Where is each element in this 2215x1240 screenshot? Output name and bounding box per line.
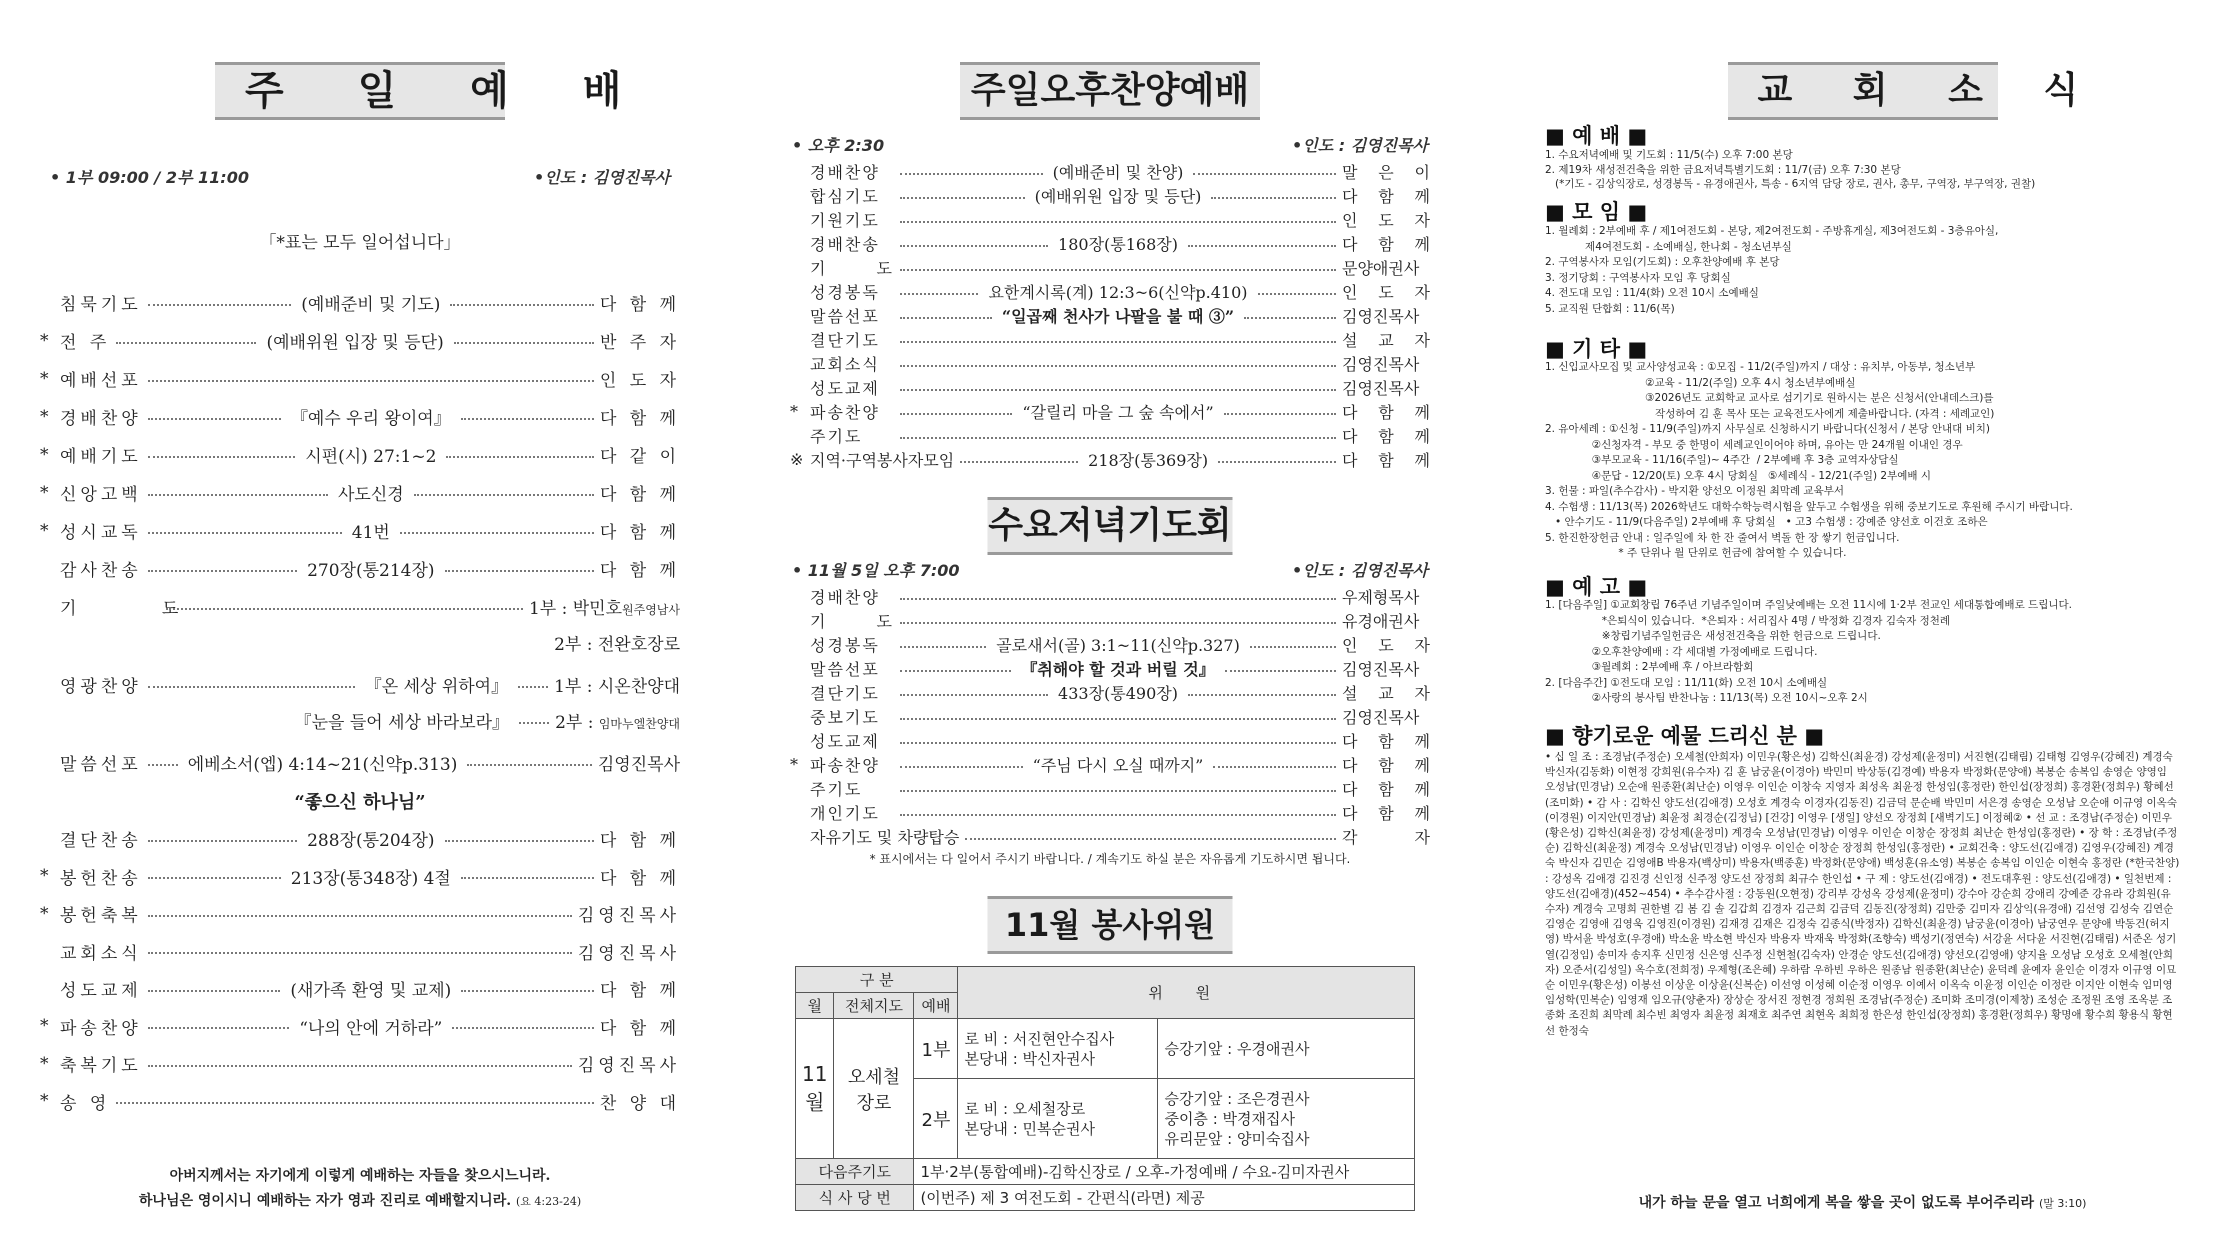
news-line: 5. 한진한장헌금 안내 : 일주일에 차 한 잔 줄여서 벽돌 한 장 쌓기 헌금입니다.: [1545, 531, 1900, 544]
order-row: [40, 480, 680, 505]
order-detail: 270장(통214장): [307, 561, 435, 581]
table-header-leader: 전체지도: [834, 993, 914, 1019]
afternoon-worship-title: 주일오후찬양예배: [960, 62, 1260, 120]
order-row: [790, 777, 1430, 800]
order-row: [790, 376, 1430, 399]
order-person: 김영진목사: [1342, 379, 1420, 398]
standing-mark: ※: [790, 450, 804, 469]
order-row: [790, 208, 1430, 231]
order-row: [790, 400, 1430, 423]
order-detail: 180장(통168장): [1058, 235, 1178, 254]
next-prayer-value: 1부·2부(통합예배)-김학신장로 / 오후-가정예배 / 수요-김미자권사: [914, 1159, 1415, 1185]
standing-mark: *: [40, 406, 49, 427]
table-cell-leader: 오세철 장로: [834, 1019, 914, 1159]
order-person: 말 은 이: [1342, 163, 1431, 182]
order-person: 다 함 께: [1342, 187, 1431, 206]
order-name: 성도교제: [810, 379, 880, 398]
sunday-worship-title: 주 일 예 배: [215, 62, 505, 120]
afternoon-worship-info: [790, 133, 1430, 156]
order-person: 다 함 께: [599, 561, 680, 581]
order-person: 다 함 께: [1342, 451, 1431, 470]
standing-mark: *: [790, 755, 798, 774]
order-person: 다 함 께: [599, 1018, 680, 1039]
order-detail: 218장(통369장): [1088, 451, 1209, 470]
news-line: 2. 유아세례 : ①신청 - 11/9(주일)까지 사무실로 신청하시기 바랍니다(신청서 / 본당 안내대 비치): [1545, 423, 1991, 435]
standing-mark: *: [790, 402, 798, 421]
afternoon-time: • 오후 2:30: [792, 136, 885, 155]
news-line: ③부모교육 - 11/16(주일)~ 4주간 / 2부예배 후 3층 교역자상담실: [1545, 454, 1899, 466]
order-name: 성경봉독: [810, 283, 880, 302]
order-name: 성도교제: [60, 981, 142, 1001]
meal-duty-value: (이번주) 제 3 여전도회 - 간편식(라면) 제공: [914, 1185, 1415, 1211]
section-meeting-heading: ■ 모 임 ■: [1545, 200, 1648, 224]
order-person: 인 도 자: [1342, 283, 1430, 302]
order-person: 인 도 자: [1342, 211, 1430, 230]
table-cell-service-1: 1부: [914, 1019, 958, 1079]
news-line: 2. [다음주간] ①전도대 모임 : 11/11(화) 오전 10시 소예배실: [1545, 676, 1828, 689]
order-row-sermon: [40, 750, 680, 775]
order-detail: 에베소서(엡) 4:14~21(신약p.313): [187, 755, 458, 775]
volunteers-title: 11월 봉사위원: [988, 896, 1233, 954]
standing-mark: *: [40, 520, 49, 541]
order-person: 문양애권사: [1342, 259, 1420, 278]
order-person: 설 교 자: [1342, 331, 1430, 350]
order-name: 신앙고백: [60, 485, 142, 505]
order-detail: 사도신경: [337, 485, 404, 505]
church-news-column: [1545, 0, 2180, 1240]
order-name: 주기도: [810, 780, 863, 799]
order-name: 기원기도: [810, 211, 880, 230]
order-name: 성도교제: [810, 732, 880, 751]
order-row: [790, 801, 1430, 824]
order-row: [40, 939, 680, 964]
section-etc-heading: ■ 기 타 ■: [1545, 337, 1648, 361]
order-name: 경배찬양: [810, 163, 880, 182]
order-row: [790, 585, 1430, 608]
order-person: 유경애권사: [1342, 612, 1420, 631]
order-person: 다 같 이: [599, 447, 681, 467]
order-row: [790, 304, 1430, 327]
order-name: 지역·구역봉사자모임: [810, 451, 955, 470]
standing-mark: *: [40, 1091, 49, 1111]
news-line: 2. 제19차 새성전건축을 위한 금요저녁특별기도회 : 11/7(금) 오후 7:30 본당: [1545, 163, 1901, 176]
table-header-group: 구 분: [796, 967, 958, 993]
scripture-line-2: 하나님은 영이시니 예배하는 자가 영과 진리로 예배할지니라. (요 4:23-24): [138, 1193, 582, 1209]
order-name: 결단기도: [810, 331, 880, 350]
order-person: 다 함 께: [1342, 732, 1430, 751]
scripture-line-1: 아버지께서는 자기에게 이렇게 예배하는 자들을 찾으시느니라.: [169, 1168, 551, 1184]
news-line: 3. 정기당회 : 구역봉사자 모임 후 당회실: [1545, 271, 1731, 284]
order-name: 성경봉독: [810, 636, 880, 655]
order-person: 반 주 자: [599, 333, 681, 353]
order-person: 2부 : 전완호장로: [554, 635, 680, 655]
news-line: ②교육 - 11/2(주일) 오후 4시 청소년부예배실: [1545, 376, 1856, 389]
order-person: 김영진목사: [577, 1056, 680, 1076]
standing-mark: *: [40, 482, 49, 503]
order-row: [40, 442, 680, 467]
order-name: 주기도: [810, 427, 863, 446]
order-detail: (예배준비 및 기도): [301, 295, 441, 315]
order-name: 기 도: [810, 259, 894, 278]
order-person: 다 함 께: [599, 868, 681, 889]
order-person: 다 함 께: [599, 485, 681, 505]
order-person: 인 도 자: [1342, 636, 1431, 655]
order-person: 김영진목사: [597, 755, 680, 775]
order-row: [40, 1014, 680, 1039]
order-row: [790, 160, 1430, 183]
section-offering-heading: ■ 향기로운 예물 드리신 분 ■: [1545, 724, 1825, 748]
sermon-title: “좋으신 하나님”: [294, 792, 426, 813]
order-name: 성시교독: [60, 523, 142, 543]
order-detail: 41번: [351, 523, 390, 543]
news-line: 4. 수험생 : 11/13(목) 2026학년도 대학수학능력시험을 앞두고 수험생을 위해 중보기도로 후원해 주시기 바랍니다.: [1545, 500, 2073, 513]
section-worship-heading: ■ 예 배 ■: [1545, 124, 1648, 148]
order-name: 전 주: [60, 333, 111, 353]
order-name: 말씀선포: [60, 755, 142, 775]
order-person: 김영진목사: [1342, 708, 1420, 727]
order-row: [790, 825, 1430, 848]
order-name: 교회소식: [60, 943, 142, 964]
news-line: 1. [다음주일] ①교회창립 76주년 기념주일이며 주일낮예배는 오전 11시에 1·2부 전교인 세대통합예배로 드립니다.: [1545, 599, 2072, 611]
order-person: 김영진목사: [577, 943, 680, 964]
table-header-members: 위 원: [958, 967, 1415, 1019]
order-person: 각 자: [1342, 828, 1430, 847]
news-line: 3. 헌물 : 파일(추수감사) - 박지환 양선오 이정원 최막례 교육부서: [1545, 485, 1845, 497]
order-person: 다 함 께: [1342, 780, 1430, 799]
order-detail: (예배위원 입장 및 등단): [266, 333, 444, 353]
order-name: 파송찬양: [810, 403, 880, 422]
standing-mark: *: [40, 330, 49, 351]
standing-mark: *: [40, 903, 49, 924]
news-line: * 주 단위나 월 단위로 헌금에 참여할 수 있습니다.: [1545, 547, 1847, 559]
order-row-prayer-2: [40, 630, 680, 655]
section-notice-heading: ■ 예 고 ■: [1545, 575, 1648, 599]
order-person: 1부 : 시온찬양대: [554, 677, 680, 697]
table-cell-members-2a: 로 비 : 오세철장로 본당내 : 민복순권사: [958, 1079, 1158, 1159]
table-cell-members-2b: 승강기앞 : 조은경권사 중이층 : 박경재집사 유리문앞 : 양미숙집사: [1158, 1079, 1415, 1159]
news-line: ④문답 - 12/20(토) 오후 4시 당회실 ⑤세례식 - 12/21(주일) 2부예배 시: [1545, 469, 1932, 482]
order-row: [40, 518, 680, 543]
table-cell-month: 11월: [796, 1019, 834, 1159]
standing-mark: *: [40, 1016, 49, 1036]
order-name: 교회소식: [810, 355, 880, 374]
order-name: 송 영: [60, 1093, 111, 1114]
order-name: 경배찬양: [60, 409, 142, 429]
order-name: 경배찬양: [810, 588, 880, 607]
order-detail: 시편(시) 27:1~2: [305, 447, 437, 467]
order-name: 기 도: [810, 612, 894, 631]
order-row: [790, 280, 1430, 303]
order-detail: 『온 세상 위하여』: [364, 677, 509, 697]
table-cell-members-1b: 승강기앞 : 우경애권사: [1158, 1019, 1415, 1079]
order-row: [790, 232, 1430, 255]
order-name: 말씀선포: [810, 307, 880, 326]
sunday-worship-column: [40, 0, 680, 1240]
order-person: 우제형목사: [1342, 588, 1420, 607]
news-line: 5. 교직원 단합회 : 11/6(목): [1545, 302, 1675, 315]
order-row: [790, 609, 1430, 632]
standing-mark: *: [40, 866, 49, 886]
order-detail: 『예수 우리 왕이여』: [290, 409, 451, 429]
worship-time: • 1부 09:00 / 2부 11:00: [50, 168, 249, 187]
order-detail: “주님 다시 오실 때까지”: [1032, 756, 1204, 775]
wednesday-leader: •인도 : 김영진목사: [1292, 561, 1428, 580]
order-person: 다 함 께: [1342, 804, 1430, 823]
order-row-praise-2: [40, 708, 680, 733]
news-line: *은퇴식이 있습니다. *은퇴자 : 서리집사 4명 / 박정화 김경자 김숙자 정천례: [1545, 614, 1951, 627]
order-person: 1부 : 박민호원주영남사: [528, 599, 680, 619]
order-name: 기 도: [60, 599, 219, 619]
order-row: [40, 556, 680, 581]
order-row: [40, 864, 680, 889]
standing-mark: *: [40, 368, 49, 389]
sunday-worship-info: [40, 165, 680, 188]
order-person: 다 함 께: [1342, 427, 1430, 446]
news-line: 1. 수요저녁예배 및 기도회 : 11/5(수) 오후 7:00 본당: [1545, 149, 1793, 161]
order-name: 결단찬송: [60, 831, 142, 851]
wednesday-note: * 표시에서는 다 일어서 주시기 바랍니다. / 계속기도 하실 분은 자유롭게 기도하시면 됩니다.: [869, 852, 1351, 866]
order-row: [790, 424, 1430, 447]
news-line: ※창립기념주일헌금은 새성전건축을 위한 헌금으로 드립니다.: [1545, 630, 1881, 642]
order-name: 침묵기도: [60, 295, 142, 315]
standing-note: 「*표는 모두 일어섭니다」: [259, 233, 461, 253]
order-name: 경배찬송: [810, 235, 880, 254]
order-detail: 골로새서(골) 3:1~11(신약p.327): [996, 636, 1240, 655]
order-person: 설 교 자: [1342, 684, 1430, 703]
order-row: [790, 681, 1430, 704]
order-row: [790, 184, 1430, 207]
order-row: [40, 826, 680, 851]
order-detail: “갈릴리 마을 그 숲 속에서”: [1022, 403, 1214, 422]
standing-mark: *: [40, 1053, 49, 1074]
order-person: 찬 양 대: [599, 1093, 680, 1114]
order-detail: 433장(통490장): [1058, 684, 1178, 703]
order-name: 말씀선포: [810, 660, 880, 679]
order-detail: 『취해야 할 것과 버릴 것』: [1021, 660, 1215, 679]
order-name: 결단기도: [810, 684, 880, 703]
order-row: [790, 448, 1430, 471]
order-name: 봉헌축복: [60, 906, 142, 926]
order-person: 김영진목사: [1342, 660, 1420, 679]
order-person: 다 함 께: [599, 523, 680, 543]
order-row: [40, 901, 680, 926]
order-row: [40, 290, 680, 315]
order-person: 다 함 께: [599, 981, 681, 1001]
standing-mark: *: [40, 444, 49, 465]
order-detail: (예배위원 입장 및 등단): [1034, 187, 1202, 206]
news-line: 1. 신입교사모집 및 교사양성교육 : ①모집 - 11/2(주일)까지 / 대상 : 유치부, 아동부, 청소년부: [1545, 361, 1976, 373]
order-name: 합심기도: [810, 187, 880, 206]
table-header-service: 예배: [914, 993, 958, 1019]
order-row: [790, 705, 1430, 728]
wednesday-prayer-title: 수요저녁기도회: [988, 497, 1233, 555]
news-line: ③월례회 : 2부예배 후 / 아브라함회: [1545, 661, 1754, 673]
wednesday-info: [790, 558, 1430, 581]
order-person: 다 함 께: [599, 831, 680, 851]
order-row: [40, 404, 680, 429]
order-detail: (예배준비 및 찬양): [1052, 163, 1184, 182]
table-header-month: 월: [796, 993, 834, 1019]
meal-duty-label: 식 사 당 번: [796, 1185, 914, 1211]
order-row: [790, 657, 1430, 680]
order-row: [790, 328, 1430, 351]
order-detail: 『눈을 들어 세상 바라보라』: [294, 713, 510, 733]
order-row: [790, 352, 1430, 375]
order-detail: “나의 안에 거하라”: [299, 1018, 443, 1039]
order-row: [40, 328, 680, 353]
order-row-prayer: [40, 594, 680, 619]
order-row: [790, 633, 1430, 656]
news-line: 1. 월례회 : 2부예배 후 / 제1여전도회 - 본당, 제2여전도회 - 주방휴게실, 제3여전도회 - 3층유아실,: [1545, 225, 1999, 237]
news-line: (*기도 - 김상익장로, 성경봉독 - 유경애권사, 특송 - 6지역 담당 장로, 권사, 총무, 구역장, 부구역장, 권찰): [1545, 178, 2036, 190]
news-line: ②오후찬양예배 : 각 세대별 가정예배로 드립니다.: [1545, 645, 1818, 658]
order-name: 축복기도: [60, 1056, 142, 1076]
order-person: 인 도 자: [599, 371, 680, 391]
order-person: 김영진목사: [1342, 355, 1420, 374]
news-line: 작성하여 김 훈 목사 또는 교육전도사에게 제출바랍니다. (자격 : 세례교인): [1545, 407, 1995, 420]
order-name: 파송찬양: [60, 1018, 142, 1039]
next-prayer-label: 다음주기도: [796, 1159, 914, 1185]
order-person: 다 함 께: [599, 295, 680, 315]
worship-leader: •인도 : 김영진목사: [534, 168, 670, 187]
order-row: [790, 729, 1430, 752]
order-name: 자유기도 및 차량탑승: [810, 828, 960, 847]
order-row-praise: [40, 672, 680, 697]
order-detail: 288장(통204장): [307, 831, 435, 851]
table-cell-service-2: 2부: [914, 1079, 958, 1159]
news-line: ③2026년도 교회학교 교사로 섬기기로 원하시는 분은 신청서(안내데스크)를: [1545, 392, 1994, 404]
order-name: 예배선포: [60, 371, 142, 391]
order-row: [790, 256, 1430, 279]
order-name: 예배기도: [60, 447, 142, 467]
order-row: [40, 1051, 680, 1076]
wednesday-time: • 11월 5일 오후 7:00: [792, 561, 960, 580]
order-name: 봉헌찬송: [60, 868, 142, 889]
order-detail: “일곱째 천사가 나팔을 불 때 ③”: [1001, 307, 1235, 326]
news-line: ②사랑의 봉사팀 반찬나눔 : 11/13(목) 오전 10시~오후 2시: [1545, 692, 1868, 704]
order-person: 다 함 께: [1342, 756, 1431, 775]
order-person: 다 함 께: [1342, 235, 1430, 254]
order-row: [40, 366, 680, 391]
order-detail: (새가족 환영 및 교제): [290, 981, 452, 1001]
order-row: [790, 753, 1430, 776]
order-name: 감사찬송: [60, 561, 142, 581]
order-name: 중보기도: [810, 708, 880, 727]
church-news-title: 교 회 소 식: [1728, 62, 1998, 120]
afternoon-worship-column: [790, 0, 1430, 1240]
news-line: ②신청자격 - 부모 중 한명이 세례교인이어야 하며, 유아는 만 24개월 이내인 경우: [1545, 438, 1963, 451]
table-cell-members-1a: 로 비 : 서진현안수집사 본당내 : 박신자권사: [958, 1019, 1158, 1079]
order-name: 영광찬양: [60, 677, 142, 697]
news-line: 2. 구역봉사자 모임(기도회) : 오후찬양예배 후 본당: [1545, 256, 1780, 268]
order-name: 개인기도: [810, 804, 880, 823]
offering-names: • 십 일 조 : 조경남(주정순) 오세철(안희자) 이민우(황은성) 김학신(최윤경) 강성제(윤정미) 서진현(김태림) 김태형 김영우(강혜진) 계경숙 박신자(김동화) 이현정 강희원(유수자) 김 훈 남궁윤(이경아) 박민미 박상동(김경예) 박용자 박정화(문양애) 복봉순 송복임 송영순 양영임 오성남(민경남) 오순애 원종환(최난순) 이영우 이인순 이창숙 지영자 최성옥 최윤정 한성임(홍정란) 한인섭(장정희) 홍경환(정희우) 황혜선(조미화) • 감 사 : 김학신 양도선(김애경) 오성호 계경숙 이경자(김동진) 김금덕 문순배 박민미 서은경 송영순 오성남 오순애 이규영 이옥숙(이경원) 이지안(민경남) 최윤정 최경순(김정님) [건강] 이영우 [생일] 양선오 장정희 [새벽기도] 이정혜② • 선 교 : 조경남(주정순) 이민우(황은성) 김학신(최윤정) 강성제(윤정미) 계경숙 오성남(민경남) 이영우 이인순 이창순 장정희 최난순 한성임(홍정란) • 장 학 : 조경남(주정순) 김학신(최윤정) 계경숙 오성남(민경남) 이영우 이인순 이창순 장정희 한성임(홍정란) • 교회건축 : 양도선(김애경) 김영우(강혜진) 계경숙 박신자 김민순 김영애B 박용자(백상미) 박용자(백종훈) 박정화(문양애) 백성훈(유소영) 복봉순 송복임 이인순 이현숙 홍정란 (*한국찬양) : 강성옥 김애경 김진경 신인정 신주정 양도선 장정희 최규수 한인섭 • 구 제 : 양도선(김애경) • 전도대후원 : 양도선(김애경) • 일천번제 : 양도선(김애경)(452~454) • 추수감사절 : 강동원(오현정) 강리부 강성옥 강성제(윤정미) 강수아 강순희 강애리 강예준 강유라 강희원(유수자) 계경숙 고명희 권한별 김 봄 김 솔 김갑희 김경자 김근희 김금덕 김동진(장정희) 김만중 김미자 김상익(유경애) 김선영 김성숙 김연순 김영순 김영애 김영욱 김영진(이경원) 김재경 김재은 김정숙 김종식(박정자) 김학신(최윤경) 남궁윤(이경아) 남궁연우 문양애 박동건(허지영) 박서윤 박성호(우경애) 박소윤 박소현 박신자 박용자 박재욱 박정화(조향숙) 백성기(정연숙) 서강윤 서다윤 서진현(김태림) 서준온 성기열(김정임) 송미자 송지후 신민정 신은영 신주정 신현철(김숙자) 안경순 양도선(김애경) 양선오(김영애) 양지율 오성남 오성호 오세철(안희자) 오준서(김성일) 옥수호(전희정) 우제형(조은혜) 우하람 우하빈 우하은 원종남 원종환(최난순) 윤덕례 윤예자 윤인순 이경자 이규영 이묘순 이민우(황은성) 이봉선 이상운 이상윤(신복순) 이선영 이성혜 이순정 이영우 이예서 이옥숙 이윤정 이인순 이정란 이지안 이현숙 임미영 임성학(민복순) 임영재 임오규(양춘자) 장상순 장서진 정현경 정희원 조경남(주정순) 조미화 조미경(이제창) 조성순 조정원 조영 조옥분 조종화 조진희 최막례 최수빈 최영자 최윤정 최재호 최주연 최현옥 최희정 한은성 한인섭(장정희) 홍경환(정희우) 황명애 황수희 황용식 황현선 한정숙: [1545, 751, 2180, 1037]
order-person: 다 함 께: [599, 409, 681, 429]
order-name: 파송찬양: [810, 756, 880, 775]
news-line: 4. 전도대 모임 : 11/4(화) 오전 10시 소예배실: [1545, 287, 1759, 299]
order-detail: 요한계시록(계) 12:3~6(신약p.410): [988, 283, 1248, 302]
order-detail: 213장(통348장) 4절: [290, 868, 451, 889]
footer-scripture: 내가 하늘 문을 열고 너희에게 복을 쌓을 곳이 없도록 부어주리라 (말 3:10): [1638, 1195, 2087, 1211]
news-line: 제4여전도회 - 소예배실, 한나회 - 청소년부실: [1545, 240, 1792, 253]
order-person: 김영진목사: [577, 906, 680, 926]
order-person: 다 함 께: [1342, 403, 1431, 422]
order-person: 2부 : 임마누엘찬양대: [555, 713, 680, 733]
news-line: • 안수기도 - 11/9(다음주일) 2부예배 후 당회실 • 고3 수험생 : 강예준 양선호 이건호 조하은: [1545, 516, 1988, 528]
order-row: [40, 976, 680, 1001]
volunteers-table: [795, 966, 1415, 1211]
order-row: [40, 1089, 680, 1114]
afternoon-leader: •인도 : 김영진목사: [1292, 136, 1428, 155]
order-person: 김영진목사: [1342, 307, 1420, 326]
